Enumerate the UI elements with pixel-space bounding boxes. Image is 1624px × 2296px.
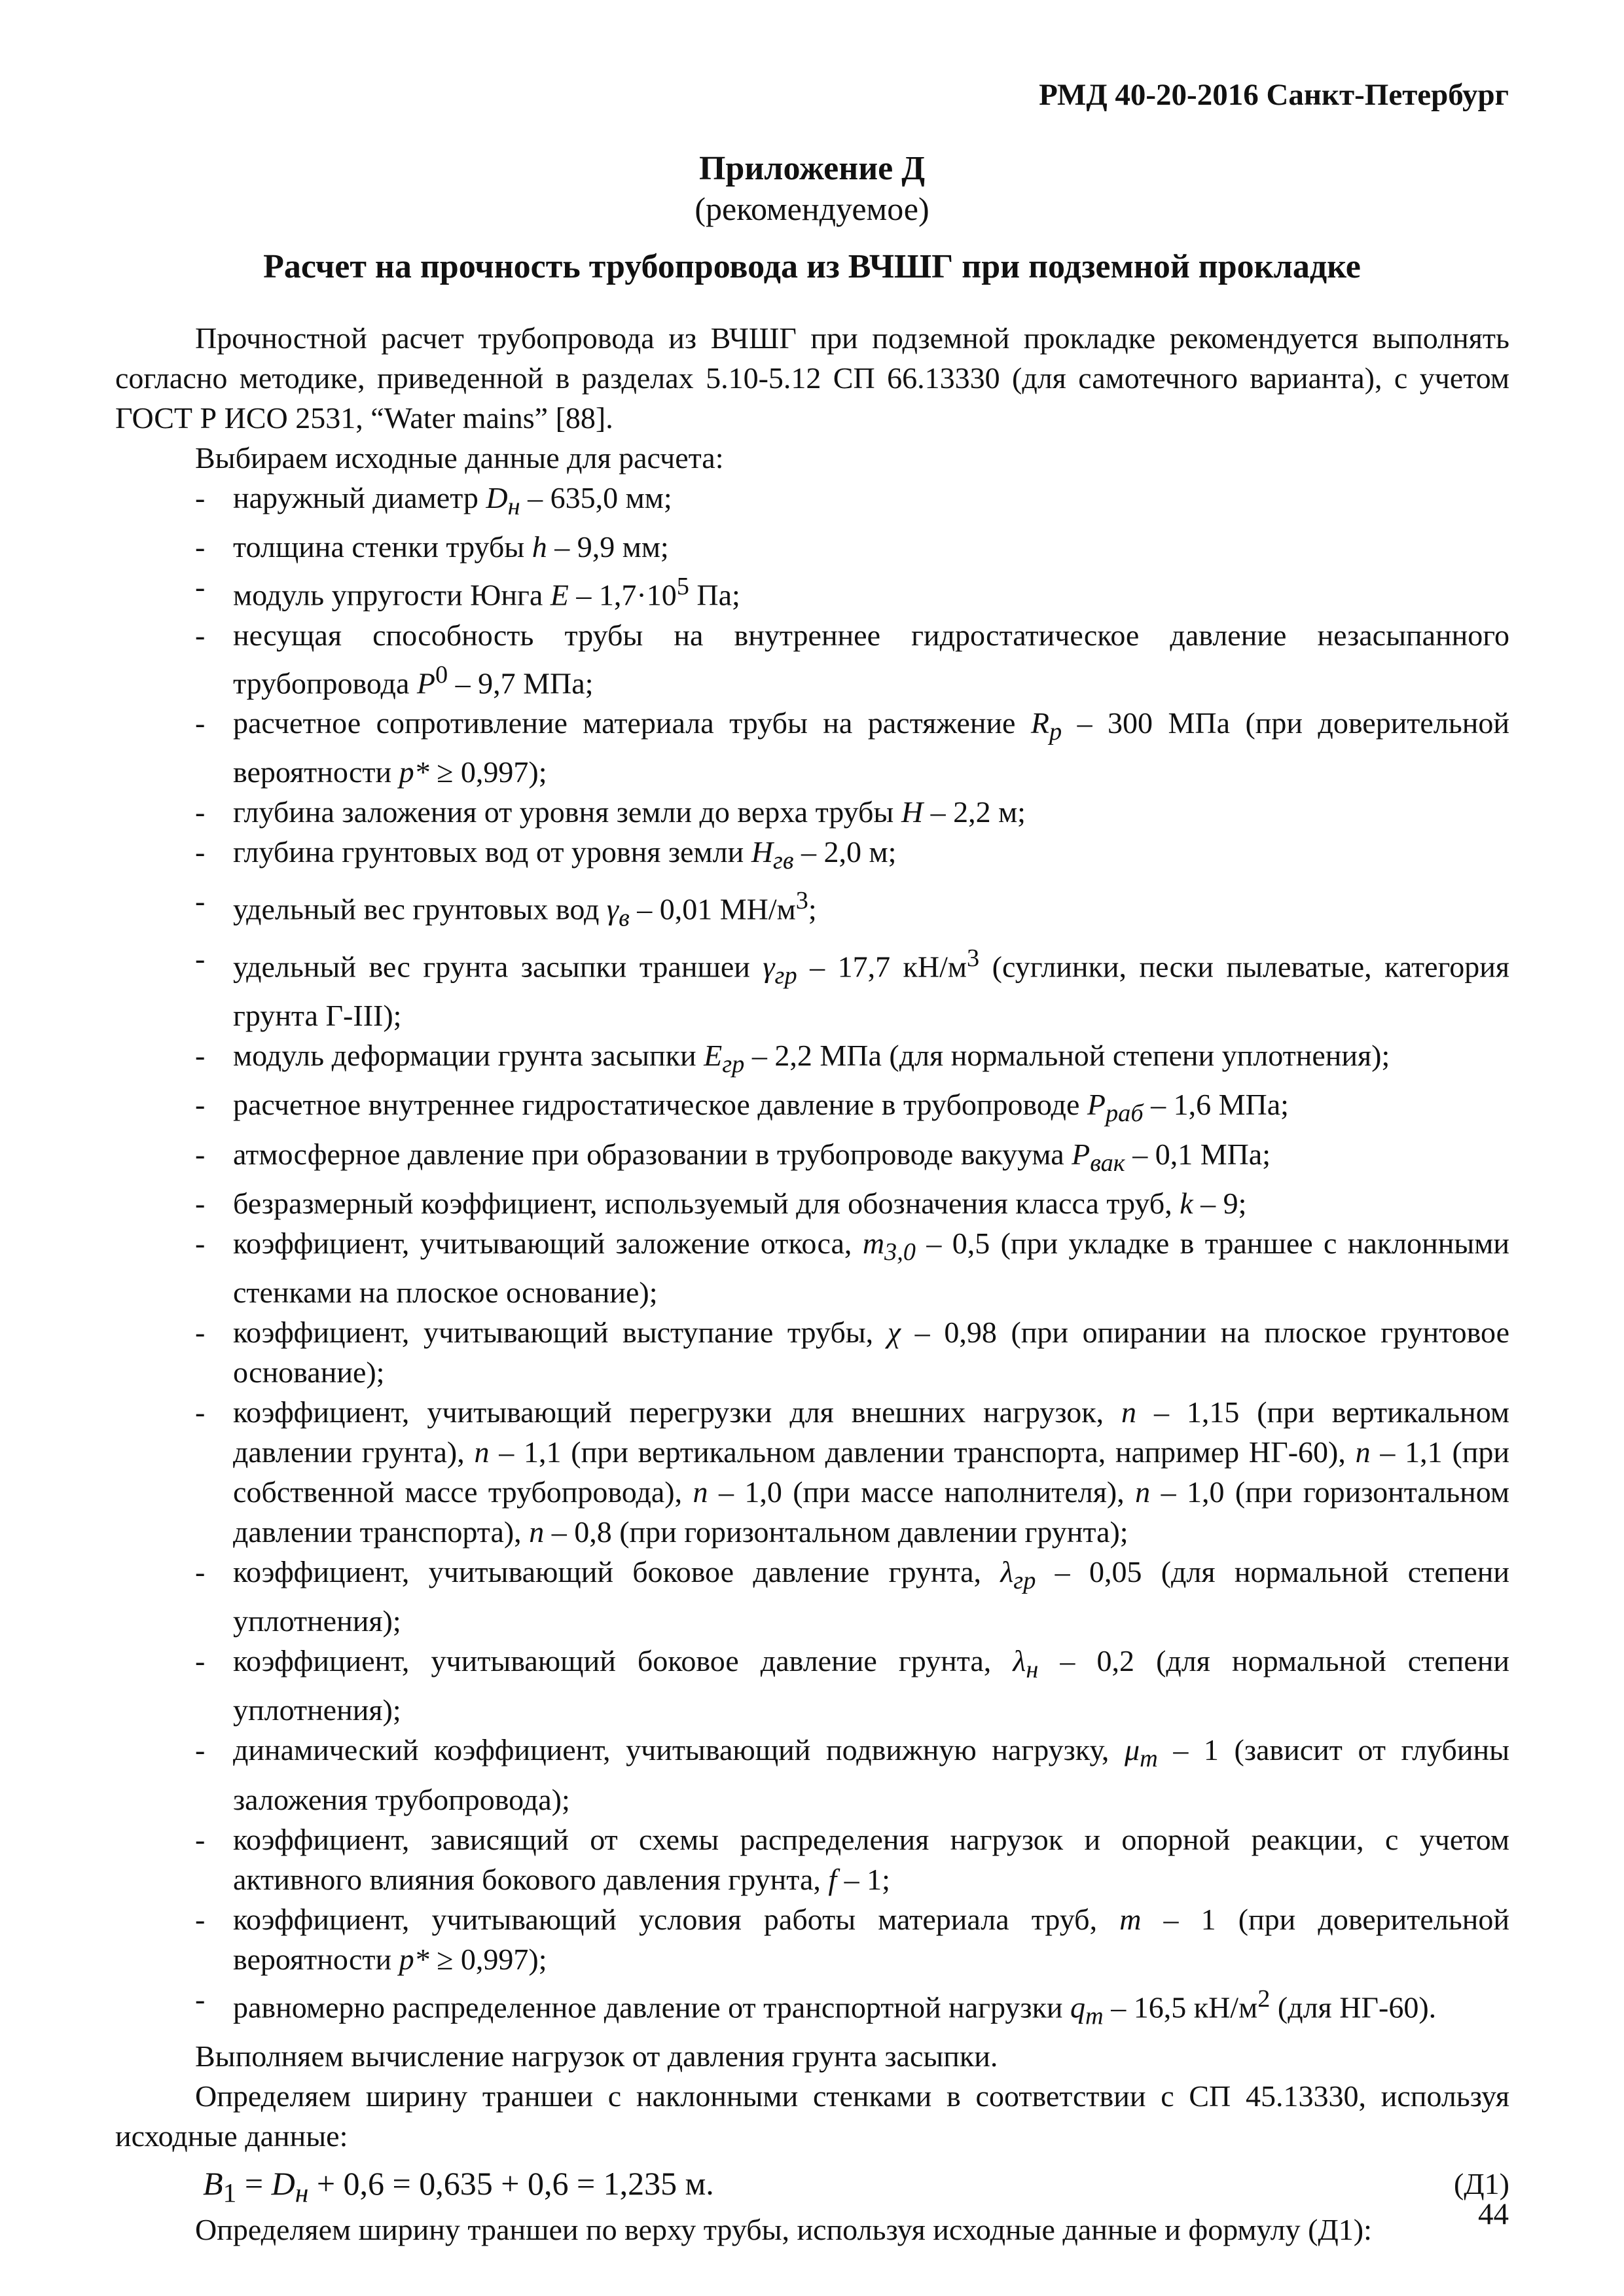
- list-dash: -: [195, 1822, 206, 1856]
- item-pre: коэффициент, зависящий от схемы распределения нагрузок и опорной реакции, с учетом активного влияния бокового давления грунта,: [233, 1822, 1509, 1896]
- item-sup0: 0: [435, 660, 448, 689]
- item-post2: (суглинки, пески пылеватые, категория грунта Г-III);: [233, 950, 1509, 1033]
- input-data-item: [195, 615, 1509, 703]
- item-sym: h: [532, 530, 547, 564]
- item-sym2: p*: [399, 755, 429, 789]
- item-post: – 0,01 МН/м: [629, 892, 796, 926]
- item-sym: m: [862, 1226, 885, 1260]
- item-pre: расчетное внутреннее гидростатическое давление в трубопроводе: [233, 1088, 1087, 1122]
- list-dash: -: [195, 941, 206, 975]
- item-post: – 635,0 мм;: [520, 481, 672, 514]
- item-post: – 2,0 м;: [793, 835, 897, 869]
- item-sym: k: [1180, 1186, 1193, 1220]
- document-body: [115, 318, 1509, 2250]
- item-pre: толщина стенки трубы: [233, 530, 532, 564]
- item-sym: χ: [887, 1316, 901, 1349]
- item-sym3: n: [1355, 1435, 1371, 1469]
- item-post6: – 0,8 (при горизонтальном давлении грунта);: [544, 1515, 1128, 1549]
- formula-d1: [115, 2161, 1509, 2210]
- formula-expression: [203, 2164, 714, 2214]
- item-sym: m: [1119, 1902, 1142, 1936]
- item-pre: коэффициент, учитывающий перегрузки для внешних нагрузок,: [233, 1395, 1122, 1429]
- list-dash: -: [195, 706, 206, 740]
- item-sub: раб: [1105, 1100, 1144, 1128]
- item-post: – 2,2 МПа (для нормальной степени уплотнения);: [744, 1039, 1390, 1073]
- list-dash: -: [195, 1039, 206, 1073]
- item-sub: гр: [1013, 1567, 1036, 1595]
- item-sym: λ: [1013, 1644, 1026, 1678]
- formula-rest: + 0,6 = 0,635 + 0,6 = 1,235 м.: [308, 2165, 714, 2202]
- formula-eq: =: [236, 2165, 272, 2202]
- formula-d-sub: н: [295, 2178, 309, 2209]
- item-sym: D: [486, 481, 508, 514]
- appendix-subtitle: (рекомендуемое): [695, 190, 929, 227]
- input-data-item: [195, 1820, 1509, 1899]
- item-sub: гр: [722, 1050, 745, 1079]
- item-post5: – 1,0 (при горизонтальном давлении транспорта),: [233, 1475, 1510, 1549]
- list-dash: -: [195, 1226, 206, 1260]
- load-calc-paragraph: Выполняем вычисление нагрузок от давления грунта засыпки.: [195, 2039, 998, 2073]
- item-post2: ≥ 0,997);: [429, 1942, 547, 1976]
- item-pre: удельный вес грунта засыпки траншеи: [233, 950, 763, 984]
- list-dash: -: [195, 1644, 206, 1678]
- input-data-item: [195, 703, 1509, 792]
- input-data-item: [195, 881, 1509, 939]
- input-data-item: [195, 1730, 1509, 1819]
- item-pre: модуль деформации грунта засыпки: [233, 1039, 704, 1073]
- input-data-item: [195, 1134, 1509, 1183]
- list-dash: -: [195, 570, 206, 604]
- item-pre: коэффициент, учитывающий условия работы материала труб,: [233, 1902, 1120, 1936]
- item-sub: гв: [772, 847, 794, 875]
- item-sym: H: [901, 795, 924, 829]
- item-pre: атмосферное давление при образовании в трубопроводе вакуума: [233, 1137, 1072, 1171]
- input-data-item: [195, 1223, 1509, 1312]
- list-dash: -: [195, 1902, 206, 1936]
- input-data-item: [195, 939, 1509, 1036]
- item-sym6: n: [529, 1515, 545, 1549]
- list-dash: -: [195, 795, 206, 829]
- item-post: – 0,2 (для нормальной степени уплотнения);: [233, 1644, 1509, 1727]
- input-data-item: [195, 1183, 1509, 1223]
- item-sym: f: [828, 1862, 837, 1896]
- item-sup: 5: [676, 573, 689, 601]
- input-data-item: [195, 1979, 1509, 2037]
- item-pre: коэффициент, учитывающий выступание трубы,: [233, 1316, 888, 1349]
- list-dash: -: [195, 1982, 206, 2016]
- item-post3: – 1,1 (при собственной массе трубопровода),: [233, 1435, 1510, 1509]
- input-data-item: [195, 1552, 1509, 1641]
- list-dash: -: [195, 1316, 206, 1349]
- item-sup: 3: [795, 887, 808, 915]
- item-post: – 9,9 мм;: [547, 530, 669, 564]
- item-pre: наружный диаметр: [233, 481, 486, 514]
- item-sub: р: [1049, 718, 1062, 746]
- item-post4: – 1,0 (при массе наполнителя),: [708, 1475, 1136, 1509]
- item-pre: коэффициент, учитывающий боковое давление грунта,: [233, 1644, 1013, 1678]
- item-post: – 2,2 м;: [923, 795, 1026, 829]
- input-data-lead: Выбираем исходные данные для расчета:: [195, 441, 724, 475]
- item-pre: коэффициент, учитывающий заложение откоса,: [233, 1226, 863, 1260]
- input-data-item: [195, 792, 1509, 832]
- item-sym: P: [1072, 1137, 1091, 1171]
- input-data-item: [195, 1085, 1509, 1134]
- input-data-item: [195, 1312, 1509, 1392]
- item-pre: расчетное сопротивление материала трубы на растяжение: [233, 706, 1031, 740]
- list-dash: -: [195, 835, 206, 869]
- item-pre: глубина заложения от уровня земли до верха трубы: [233, 795, 901, 829]
- item-sub: гр: [774, 961, 797, 990]
- item-post2: Па;: [689, 578, 740, 612]
- item-sym: E: [550, 578, 569, 612]
- item-post: – 0,5 (при укладке в траншее с наклонными стенками на плоское основание);: [233, 1226, 1510, 1309]
- item-post: – 16,5 кН/м: [1103, 1990, 1258, 2024]
- item-sym: μ: [1124, 1733, 1140, 1767]
- list-dash: -: [195, 1088, 206, 1122]
- item-pre: динамический коэффициент, учитывающий подвижную нагрузку,: [233, 1733, 1125, 1767]
- trench-width-paragraph: Определяем ширину траншеи с наклонными стенками в соответствии с СП 45.13330, используя исходные данные:: [115, 2079, 1509, 2153]
- list-dash: -: [195, 1137, 206, 1171]
- item-sym: P: [416, 666, 435, 700]
- item-sym: γ: [763, 950, 775, 984]
- input-data-item: [195, 567, 1509, 615]
- page-number: 44: [1478, 2197, 1509, 2231]
- item-pre: безразмерный коэффициент, используемый для обозначения класса труб,: [233, 1186, 1180, 1220]
- item-pre: несущая способность трубы на внутреннее гидростатическое давление незасыпанного трубопровода: [233, 618, 1509, 700]
- list-dash: -: [195, 618, 206, 652]
- list-dash: -: [195, 1395, 206, 1429]
- input-data-item: [195, 1899, 1509, 1979]
- item-sub: в: [619, 904, 630, 932]
- input-data-list: [115, 478, 1509, 2036]
- item-sup: 3: [967, 944, 980, 972]
- item-post: – 9,7 МПа;: [448, 666, 594, 700]
- input-data-item: [195, 478, 1509, 527]
- item-pre: коэффициент, учитывающий боковое давление грунта,: [233, 1555, 1001, 1588]
- item-sym5: n: [1135, 1475, 1151, 1509]
- input-data-item: [195, 832, 1509, 881]
- appendix-title: Приложение Д: [698, 150, 926, 187]
- list-dash: -: [195, 1186, 206, 1220]
- item-post: – 1,7·10: [568, 578, 677, 612]
- item-sym: n: [1121, 1395, 1137, 1429]
- section-title: Расчет на прочность трубопровода из ВЧШГ при подземной прокладке: [263, 248, 1361, 285]
- item-pre: равномерно распределенное давление от транспортной нагрузки: [233, 1990, 1071, 2024]
- item-sym: P: [1087, 1088, 1106, 1122]
- item-post: – 1;: [837, 1862, 890, 1896]
- item-post: – 0,98 (при опирании на плоское грунтовое основание);: [233, 1316, 1509, 1389]
- formula-lhs-sub: 1: [223, 2178, 237, 2209]
- item-post: – 17,7 кН/м: [797, 950, 967, 984]
- item-sub: т: [1140, 1745, 1158, 1773]
- list-dash: -: [195, 530, 206, 564]
- item-sym: γ: [606, 892, 619, 926]
- item-sup: 2: [1257, 1984, 1271, 2013]
- item-post2: – 1,1 (при вертикальном давлении транспорта, например НГ-60),: [489, 1435, 1356, 1469]
- item-sub: н: [1026, 1656, 1039, 1684]
- item-sym: q: [1070, 1990, 1086, 2024]
- item-post2: ≥ 0,997);: [429, 755, 547, 789]
- item-post: – 0,1 МПа;: [1125, 1137, 1271, 1171]
- item-post: – 300 МПа (при доверительной вероятности: [233, 706, 1509, 789]
- formula-lhs: B: [203, 2165, 223, 2202]
- item-pre: глубина грунтовых вод от уровня земли: [233, 835, 751, 869]
- item-sub: т: [1085, 2002, 1104, 2030]
- item-post2: (для НГ-60).: [1270, 1990, 1437, 2024]
- list-dash: -: [195, 1555, 206, 1588]
- item-sub: вак: [1090, 1149, 1125, 1177]
- input-data-item: [195, 1392, 1509, 1552]
- item-post: – 9;: [1193, 1186, 1247, 1220]
- intro-paragraph: Прочностной расчет трубопровода из ВЧШГ при подземной прокладке рекомендуется выполнять согласно методике, приведенной в разделах 5.10-5.12 СП 66.13330 (для самотечного варианта), с учетом ГОСТ Р ИСО 2531, “Water mains” [88].: [115, 321, 1509, 435]
- formula-number: (Д1): [1453, 2167, 1509, 2201]
- trench-top-paragraph: Определяем ширину траншеи по верху трубы, используя исходные данные и формулу (Д1):: [195, 2213, 1372, 2247]
- list-dash: -: [195, 481, 206, 514]
- item-post2: ;: [808, 892, 817, 926]
- list-dash: -: [195, 1733, 206, 1767]
- input-data-item: [195, 527, 1509, 567]
- item-post: – 1 (при доверительной вероятности: [233, 1902, 1509, 1976]
- item-post: – 1 (зависит от глубины заложения трубопровода);: [233, 1733, 1509, 1816]
- item-sym2: p*: [399, 1942, 429, 1976]
- input-data-item: [195, 1641, 1509, 1730]
- item-sym2: n: [474, 1435, 490, 1469]
- item-sym: E: [704, 1039, 723, 1073]
- item-sub: н: [507, 493, 520, 521]
- item-sym4: n: [693, 1475, 708, 1509]
- item-post: – 0,05 (для нормальной степени уплотнения);: [233, 1555, 1510, 1638]
- item-sub: 3,0: [884, 1238, 916, 1266]
- list-dash: -: [195, 884, 206, 918]
- formula-d: D: [271, 2165, 295, 2202]
- item-post: – 1,6 МПа;: [1143, 1088, 1289, 1122]
- item-pre: модуль упругости Юнга: [233, 578, 550, 612]
- item-pre: удельный вес грунтовых вод: [233, 892, 607, 926]
- item-sym: R: [1030, 706, 1050, 740]
- item-sym: λ: [1000, 1555, 1014, 1588]
- document-header: РМД 40-20-2016 Санкт-Петербург: [1039, 78, 1509, 112]
- input-data-item: [195, 1035, 1509, 1085]
- item-sym: H: [751, 835, 773, 869]
- item-post: – 1,15 (при вертикальном давлении грунта),: [233, 1395, 1509, 1469]
